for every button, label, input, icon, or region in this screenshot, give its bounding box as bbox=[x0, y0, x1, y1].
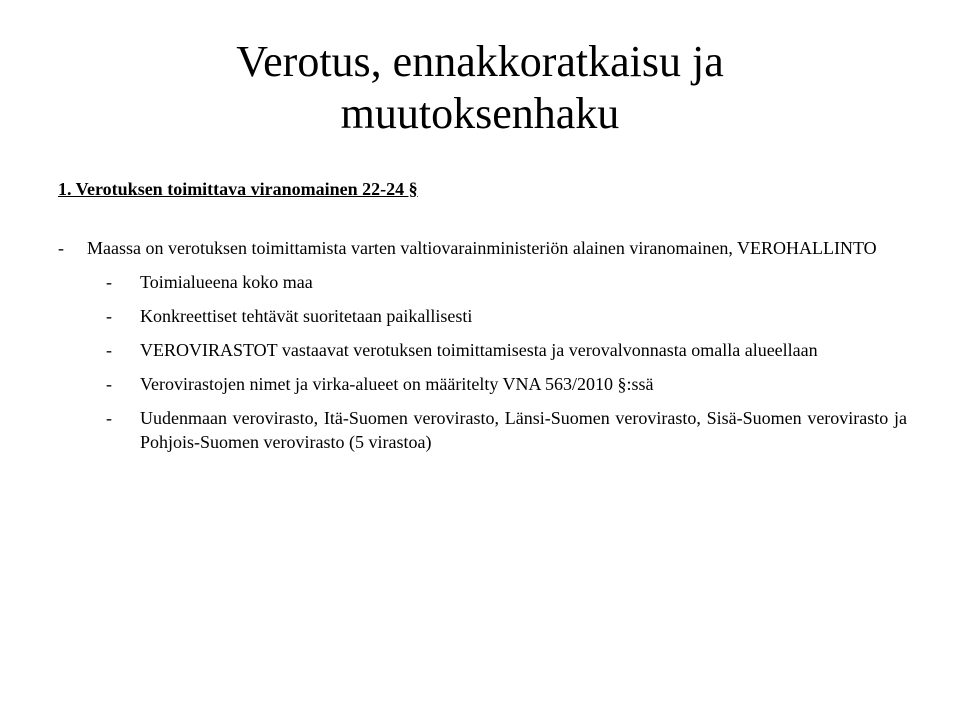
bullet-marker: - bbox=[106, 374, 112, 394]
sub-bullet bbox=[106, 270, 907, 294]
sub-bullet-text: Uudenmaan verovirasto, Itä-Suomen verovirasto, Länsi-Suomen verovirasto, Sisä-Suomen verovirasto ja Pohjois-Suomen verovirasto (5 virastoa) bbox=[140, 408, 907, 452]
sub-bullet bbox=[106, 338, 907, 362]
sub-bullet bbox=[106, 304, 907, 328]
bullet-marker: - bbox=[58, 238, 64, 258]
main-bullet-text: Maassa on verotuksen toimittamista varten valtiovarainministeriön alainen viranomainen, VEROHALLINTO bbox=[87, 238, 877, 258]
sub-bullet-text: Verovirastojen nimet ja virka-alueet on määritelty VNA 563/2010 §:ssä bbox=[140, 374, 654, 394]
main-bullet bbox=[58, 236, 907, 260]
bullet-marker: - bbox=[106, 340, 112, 360]
slide-title-line-1: Verotus, ennakkoratkaisu ja bbox=[236, 37, 724, 86]
section-heading: 1. Verotuksen toimittava viranomainen 22-24 § bbox=[58, 179, 418, 199]
slide-title bbox=[0, 36, 960, 140]
sub-bullet bbox=[106, 372, 907, 396]
slide-body bbox=[58, 177, 907, 464]
sub-bullet-text: VEROVIRASTOT vastaavat verotuksen toimittamisesta ja verovalvonnasta omalla alueellaan bbox=[140, 340, 818, 360]
sub-bullet bbox=[106, 406, 907, 454]
bullet-marker: - bbox=[106, 306, 112, 326]
sub-bullet-text: Toimialueena koko maa bbox=[140, 272, 313, 292]
sub-bullet-text: Konkreettiset tehtävät suoritetaan paikallisesti bbox=[140, 306, 473, 326]
slide-title-line-2: muutoksenhaku bbox=[340, 89, 620, 138]
bullet-marker: - bbox=[106, 408, 112, 428]
bullet-marker: - bbox=[106, 272, 112, 292]
